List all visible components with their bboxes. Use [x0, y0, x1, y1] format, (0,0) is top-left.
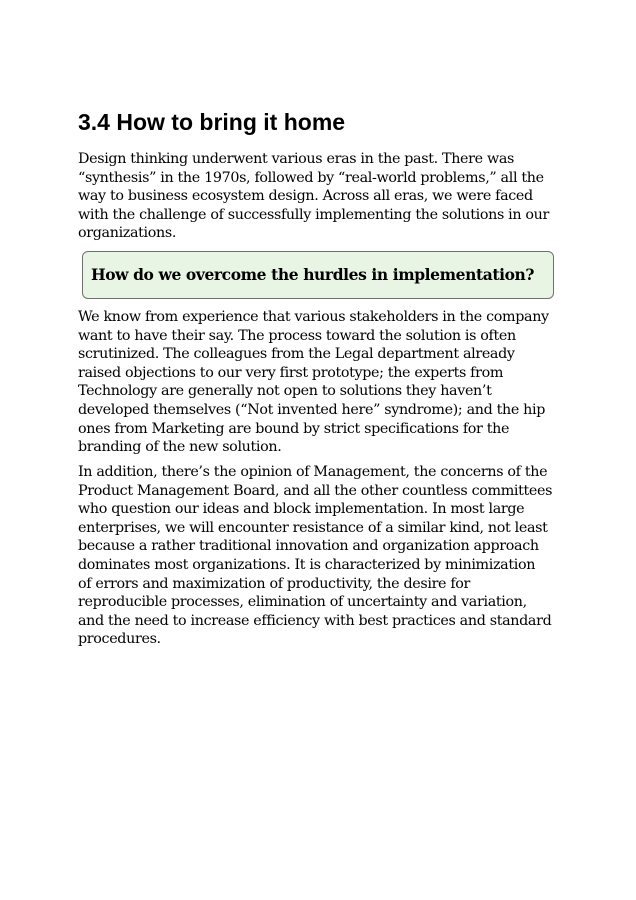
paragraph-line: with the challenge of successfully implementing the solutions in our [78, 206, 550, 223]
paragraph-line: scrutinized. The colleagues from the Legal department already [78, 346, 515, 363]
paragraph-line: because a rather traditional innovation and organization approach [78, 538, 539, 555]
paragraph-line: want to have their say. The process toward the solution is often [78, 327, 516, 344]
paragraph-line: In addition, there’s the opinion of Management, the concerns of the [78, 464, 548, 480]
stakeholders-paragraph [78, 308, 562, 457]
management-paragraph [78, 463, 562, 649]
callout-question: How do we overcome the hurdles in implementation? [91, 265, 535, 284]
paragraph-line: reproducible processes, elimination of uncertainty and variation, [78, 594, 527, 611]
paragraph-line: branding of the new solution. [78, 439, 282, 456]
paragraph-line: way to business ecosystem design. Across all eras, we were faced [78, 188, 533, 205]
callout-box [82, 251, 554, 299]
paragraph-line: ones from Marketing are bound by strict specifications for the [78, 420, 510, 437]
paragraph-line: “synthesis” in the 1970s, followed by “real-world problems,” all the [78, 169, 544, 186]
paragraph-line: procedures. [78, 631, 161, 648]
paragraph-line: of errors and maximization of productivity, the desire for [78, 575, 471, 592]
paragraph-line: Design thinking underwent various eras in the past. There was [78, 151, 514, 167]
paragraph-line: We know from experience that various stakeholders in the company [78, 309, 549, 325]
paragraph-line: raised objections to our very first prototype; the experts from [78, 364, 504, 381]
paragraph-line: organizations. [78, 225, 177, 242]
intro-paragraph [78, 150, 562, 243]
paragraph-line: who question our ideas and block implementation. In most large [78, 501, 525, 518]
paragraph-line: dominates most organizations. It is characterized by minimization [78, 556, 536, 573]
section-heading: 3.4 How to bring it home [78, 109, 346, 135]
paragraph-line: enterprises, we will encounter resistance of a similar kind, not least [78, 519, 548, 536]
paragraph-line: and the need to increase efficiency with best practices and standard [78, 612, 552, 629]
paragraph-line: developed themselves (“Not invented here” syndrome); and the hip [78, 401, 546, 418]
paragraph-line: Technology are generally not open to solutions they haven’t [78, 383, 492, 400]
paragraph-line: Product Management Board, and all the other countless committees [78, 482, 553, 499]
